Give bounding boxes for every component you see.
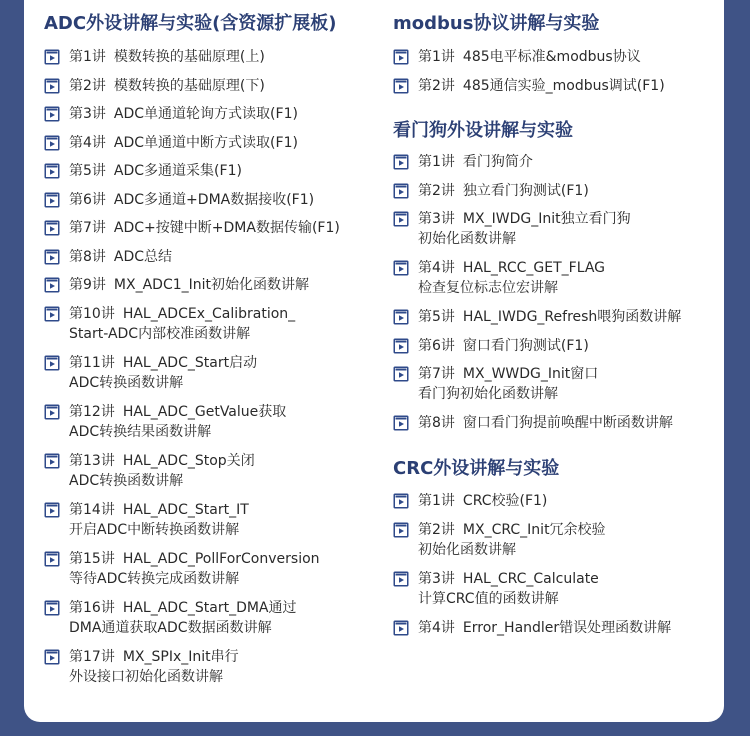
lesson-title-line2: 检查复位标志位宏讲解 bbox=[418, 280, 558, 296]
play-video-icon bbox=[44, 49, 60, 65]
play-video-icon bbox=[44, 249, 60, 265]
lesson-number: 第6讲 bbox=[418, 337, 455, 354]
lesson-title: 485电平标准&modbus协议 bbox=[462, 49, 641, 65]
lesson-title: HAL_ADCEx_Calibration_ bbox=[122, 305, 296, 322]
play-video-icon bbox=[44, 163, 60, 179]
lesson-text bbox=[69, 76, 265, 96]
lesson-item[interactable] bbox=[393, 76, 665, 96]
play-video-icon bbox=[44, 404, 60, 420]
lesson-number: 第8讲 bbox=[69, 248, 106, 265]
lesson-title: HAL_ADC_PollForConversion bbox=[122, 550, 320, 567]
lesson-text bbox=[69, 647, 239, 687]
lesson-number: 第1讲 bbox=[418, 493, 455, 509]
lesson-title: 窗口看门狗提前唤醒中断函数讲解 bbox=[462, 415, 673, 431]
lesson-title: 看门狗简介 bbox=[462, 154, 533, 170]
play-video-icon bbox=[393, 620, 409, 636]
play-video-icon bbox=[393, 260, 409, 276]
play-video-icon bbox=[393, 338, 409, 354]
lesson-text bbox=[69, 47, 265, 67]
play-video-icon bbox=[393, 211, 409, 227]
play-video-icon bbox=[44, 551, 60, 567]
lesson-number: 第2讲 bbox=[69, 77, 106, 94]
lesson-title: HAL_IWDG_Refresh喂狗函数讲解 bbox=[462, 309, 682, 325]
lesson-title-line2: 看门狗初始化函数讲解 bbox=[418, 386, 558, 402]
lesson-number: 第12讲 bbox=[69, 403, 115, 420]
lesson-text bbox=[418, 76, 665, 96]
play-video-icon bbox=[393, 366, 409, 382]
lesson-item[interactable] bbox=[44, 647, 239, 687]
play-video-icon bbox=[44, 220, 60, 236]
lesson-title: 窗口看门狗测试(F1) bbox=[462, 337, 589, 354]
lesson-item[interactable] bbox=[393, 491, 547, 511]
play-video-icon bbox=[44, 135, 60, 151]
lesson-text bbox=[69, 500, 249, 540]
lesson-number: 第2讲 bbox=[418, 182, 455, 199]
section-title-crc: CRC外设讲解与实验 bbox=[393, 458, 560, 479]
lesson-title-line2: 等待ADC转换完成函数讲解 bbox=[69, 570, 240, 587]
lesson-title: ADC总结 bbox=[113, 248, 173, 265]
lesson-item[interactable] bbox=[44, 218, 340, 238]
play-video-icon bbox=[393, 154, 409, 170]
lesson-number: 第9讲 bbox=[69, 277, 106, 293]
lesson-number: 第1讲 bbox=[69, 49, 106, 65]
lesson-text bbox=[69, 451, 255, 491]
play-video-icon bbox=[44, 192, 60, 208]
lesson-number: 第4讲 bbox=[418, 260, 455, 276]
lesson-item[interactable] bbox=[393, 307, 681, 327]
lesson-title-line2: 初始化函数讲解 bbox=[418, 541, 516, 558]
section-title-modbus: modbus协议讲解与实验 bbox=[393, 13, 600, 34]
lesson-item[interactable] bbox=[44, 598, 297, 638]
play-video-icon bbox=[393, 49, 409, 65]
play-video-icon bbox=[44, 106, 60, 122]
lesson-text bbox=[418, 618, 671, 638]
lesson-title-line2: 外设接口初始化函数讲解 bbox=[69, 668, 223, 685]
lesson-number: 第2讲 bbox=[418, 77, 455, 94]
lesson-text bbox=[69, 133, 298, 153]
lesson-title-line2: ADC转换函数讲解 bbox=[69, 472, 184, 489]
play-video-icon bbox=[44, 502, 60, 518]
lesson-title: 模数转换的基础原理(下) bbox=[113, 77, 265, 94]
lesson-title: 模数转换的基础原理(上) bbox=[113, 49, 265, 65]
lesson-text bbox=[69, 190, 314, 210]
play-video-icon bbox=[44, 355, 60, 371]
lesson-title: HAL_RCC_GET_FLAG bbox=[462, 260, 606, 276]
lesson-item[interactable] bbox=[393, 569, 599, 609]
lesson-title-line2: 初始化函数讲解 bbox=[418, 231, 516, 247]
lesson-number: 第3讲 bbox=[418, 211, 455, 227]
lesson-item[interactable] bbox=[393, 618, 671, 638]
lesson-item[interactable] bbox=[44, 190, 314, 210]
lesson-text bbox=[418, 336, 589, 356]
lesson-item[interactable] bbox=[393, 47, 641, 67]
play-video-icon bbox=[393, 183, 409, 199]
lesson-title: HAL_CRC_Calculate bbox=[462, 570, 599, 587]
play-video-icon bbox=[393, 309, 409, 325]
lesson-number: 第1讲 bbox=[418, 49, 455, 65]
lesson-item[interactable] bbox=[44, 500, 249, 540]
lesson-number: 第6讲 bbox=[69, 191, 106, 208]
lesson-title-line2: Start-ADC内部校准函数讲解 bbox=[69, 325, 251, 342]
lesson-item[interactable] bbox=[44, 104, 298, 124]
lesson-number: 第4讲 bbox=[418, 619, 455, 636]
lesson-title: HAL_ADC_Start启动 bbox=[122, 354, 258, 371]
lesson-number: 第17讲 bbox=[69, 648, 115, 665]
lesson-title-line2: ADC转换结果函数讲解 bbox=[69, 423, 212, 440]
lesson-title-line2: 开启ADC中断转换函数讲解 bbox=[69, 521, 240, 538]
play-video-icon bbox=[393, 522, 409, 538]
lesson-text bbox=[69, 104, 298, 124]
lesson-item[interactable] bbox=[393, 181, 589, 201]
lesson-text bbox=[418, 258, 605, 298]
lesson-title: ADC+按键中断+DMA数据传输(F1) bbox=[113, 220, 340, 236]
lesson-item[interactable] bbox=[44, 549, 320, 589]
lesson-text bbox=[418, 209, 631, 249]
lesson-text bbox=[418, 47, 641, 67]
lesson-number: 第8讲 bbox=[418, 415, 455, 431]
lesson-text bbox=[69, 247, 172, 267]
lesson-item[interactable] bbox=[393, 336, 589, 356]
lesson-title: MX_CRC_Init冗余校验 bbox=[462, 521, 606, 538]
lesson-item[interactable] bbox=[44, 161, 242, 181]
lesson-title: Error_Handler错误处理函数讲解 bbox=[462, 619, 672, 636]
lesson-number: 第13讲 bbox=[69, 452, 115, 469]
lesson-text bbox=[418, 520, 606, 560]
lesson-item[interactable] bbox=[393, 258, 605, 298]
lesson-item[interactable] bbox=[44, 133, 298, 153]
lesson-title-line2: 计算CRC值的函数讲解 bbox=[418, 590, 559, 607]
lesson-item[interactable] bbox=[44, 47, 265, 67]
lesson-title: CRC校验(F1) bbox=[462, 493, 548, 509]
lesson-title: HAL_ADC_GetValue获取 bbox=[122, 403, 287, 420]
lesson-number: 第16讲 bbox=[69, 599, 115, 616]
lesson-item[interactable] bbox=[393, 520, 606, 560]
lesson-item[interactable] bbox=[44, 247, 172, 267]
lesson-title: MX_SPIx_Init串行 bbox=[122, 648, 239, 665]
lesson-number: 第7讲 bbox=[69, 220, 106, 236]
lesson-text bbox=[69, 161, 242, 181]
lesson-title: MX_ADC1_Init初始化函数讲解 bbox=[113, 277, 310, 293]
lesson-number: 第1讲 bbox=[418, 154, 455, 170]
lesson-title: 485通信实验_modbus调试(F1) bbox=[462, 77, 665, 94]
play-video-icon bbox=[393, 493, 409, 509]
lesson-text bbox=[418, 181, 589, 201]
lesson-title: HAL_ADC_Start_DMA通过 bbox=[122, 599, 297, 616]
lesson-text bbox=[69, 218, 340, 238]
play-video-icon bbox=[44, 306, 60, 322]
play-video-icon bbox=[44, 277, 60, 293]
lesson-item[interactable] bbox=[44, 275, 309, 295]
lesson-title-line2: ADC转换函数讲解 bbox=[69, 374, 184, 391]
lesson-number: 第5讲 bbox=[69, 163, 106, 179]
lesson-number: 第15讲 bbox=[69, 550, 115, 567]
lesson-text bbox=[418, 364, 598, 404]
lesson-number: 第2讲 bbox=[418, 521, 455, 538]
play-video-icon bbox=[393, 571, 409, 587]
lesson-text bbox=[418, 491, 547, 511]
lesson-item[interactable] bbox=[44, 304, 295, 344]
lesson-text bbox=[69, 598, 297, 638]
lesson-title: ADC单通道中断方式读取(F1) bbox=[113, 134, 298, 151]
lesson-number: 第7讲 bbox=[418, 366, 455, 382]
lesson-number: 第10讲 bbox=[69, 305, 115, 322]
lesson-text bbox=[418, 307, 681, 327]
lesson-text bbox=[418, 569, 599, 609]
lesson-number: 第5讲 bbox=[418, 309, 455, 325]
lesson-item[interactable] bbox=[393, 364, 598, 404]
lesson-item[interactable] bbox=[44, 76, 265, 96]
lesson-title: HAL_ADC_Stop关闭 bbox=[122, 452, 255, 469]
lesson-text bbox=[69, 549, 320, 589]
play-video-icon bbox=[44, 600, 60, 616]
lesson-item[interactable] bbox=[393, 413, 673, 433]
play-video-icon bbox=[393, 78, 409, 94]
lesson-item[interactable] bbox=[393, 152, 533, 172]
lesson-number: 第4讲 bbox=[69, 134, 106, 151]
lesson-number: 第14讲 bbox=[69, 501, 115, 518]
lesson-text bbox=[69, 353, 257, 393]
lesson-number: 第3讲 bbox=[69, 106, 106, 122]
section-title-watchdog: 看门狗外设讲解与实验 bbox=[393, 120, 573, 141]
lesson-text bbox=[418, 152, 533, 172]
lesson-title: MX_WWDG_Init窗口 bbox=[462, 366, 599, 382]
play-video-icon bbox=[44, 649, 60, 665]
lesson-item[interactable] bbox=[44, 451, 255, 491]
lesson-item[interactable] bbox=[44, 402, 286, 442]
lesson-number: 第11讲 bbox=[69, 354, 115, 371]
section-title-adc: ADC外设讲解与实验(含资源扩展板) bbox=[44, 13, 337, 34]
play-video-icon bbox=[44, 78, 60, 94]
lesson-title-line2: DMA通道获取ADC数据函数讲解 bbox=[69, 619, 272, 636]
lesson-title: MX_IWDG_Init独立看门狗 bbox=[462, 211, 631, 227]
play-video-icon bbox=[393, 415, 409, 431]
lesson-text bbox=[418, 413, 673, 433]
lesson-title: ADC多通道+DMA数据接收(F1) bbox=[113, 191, 315, 208]
lesson-text bbox=[69, 304, 295, 344]
lesson-text bbox=[69, 275, 309, 295]
lesson-title: ADC多通道采集(F1) bbox=[113, 163, 242, 179]
lesson-number: 第3讲 bbox=[418, 570, 455, 587]
play-video-icon bbox=[44, 453, 60, 469]
lesson-text bbox=[69, 402, 286, 442]
lesson-title: 独立看门狗测试(F1) bbox=[462, 182, 589, 199]
lesson-title: HAL_ADC_Start_IT bbox=[122, 501, 249, 518]
lesson-item[interactable] bbox=[44, 353, 257, 393]
lesson-title: ADC单通道轮询方式读取(F1) bbox=[113, 106, 298, 122]
lesson-item[interactable] bbox=[393, 209, 631, 249]
